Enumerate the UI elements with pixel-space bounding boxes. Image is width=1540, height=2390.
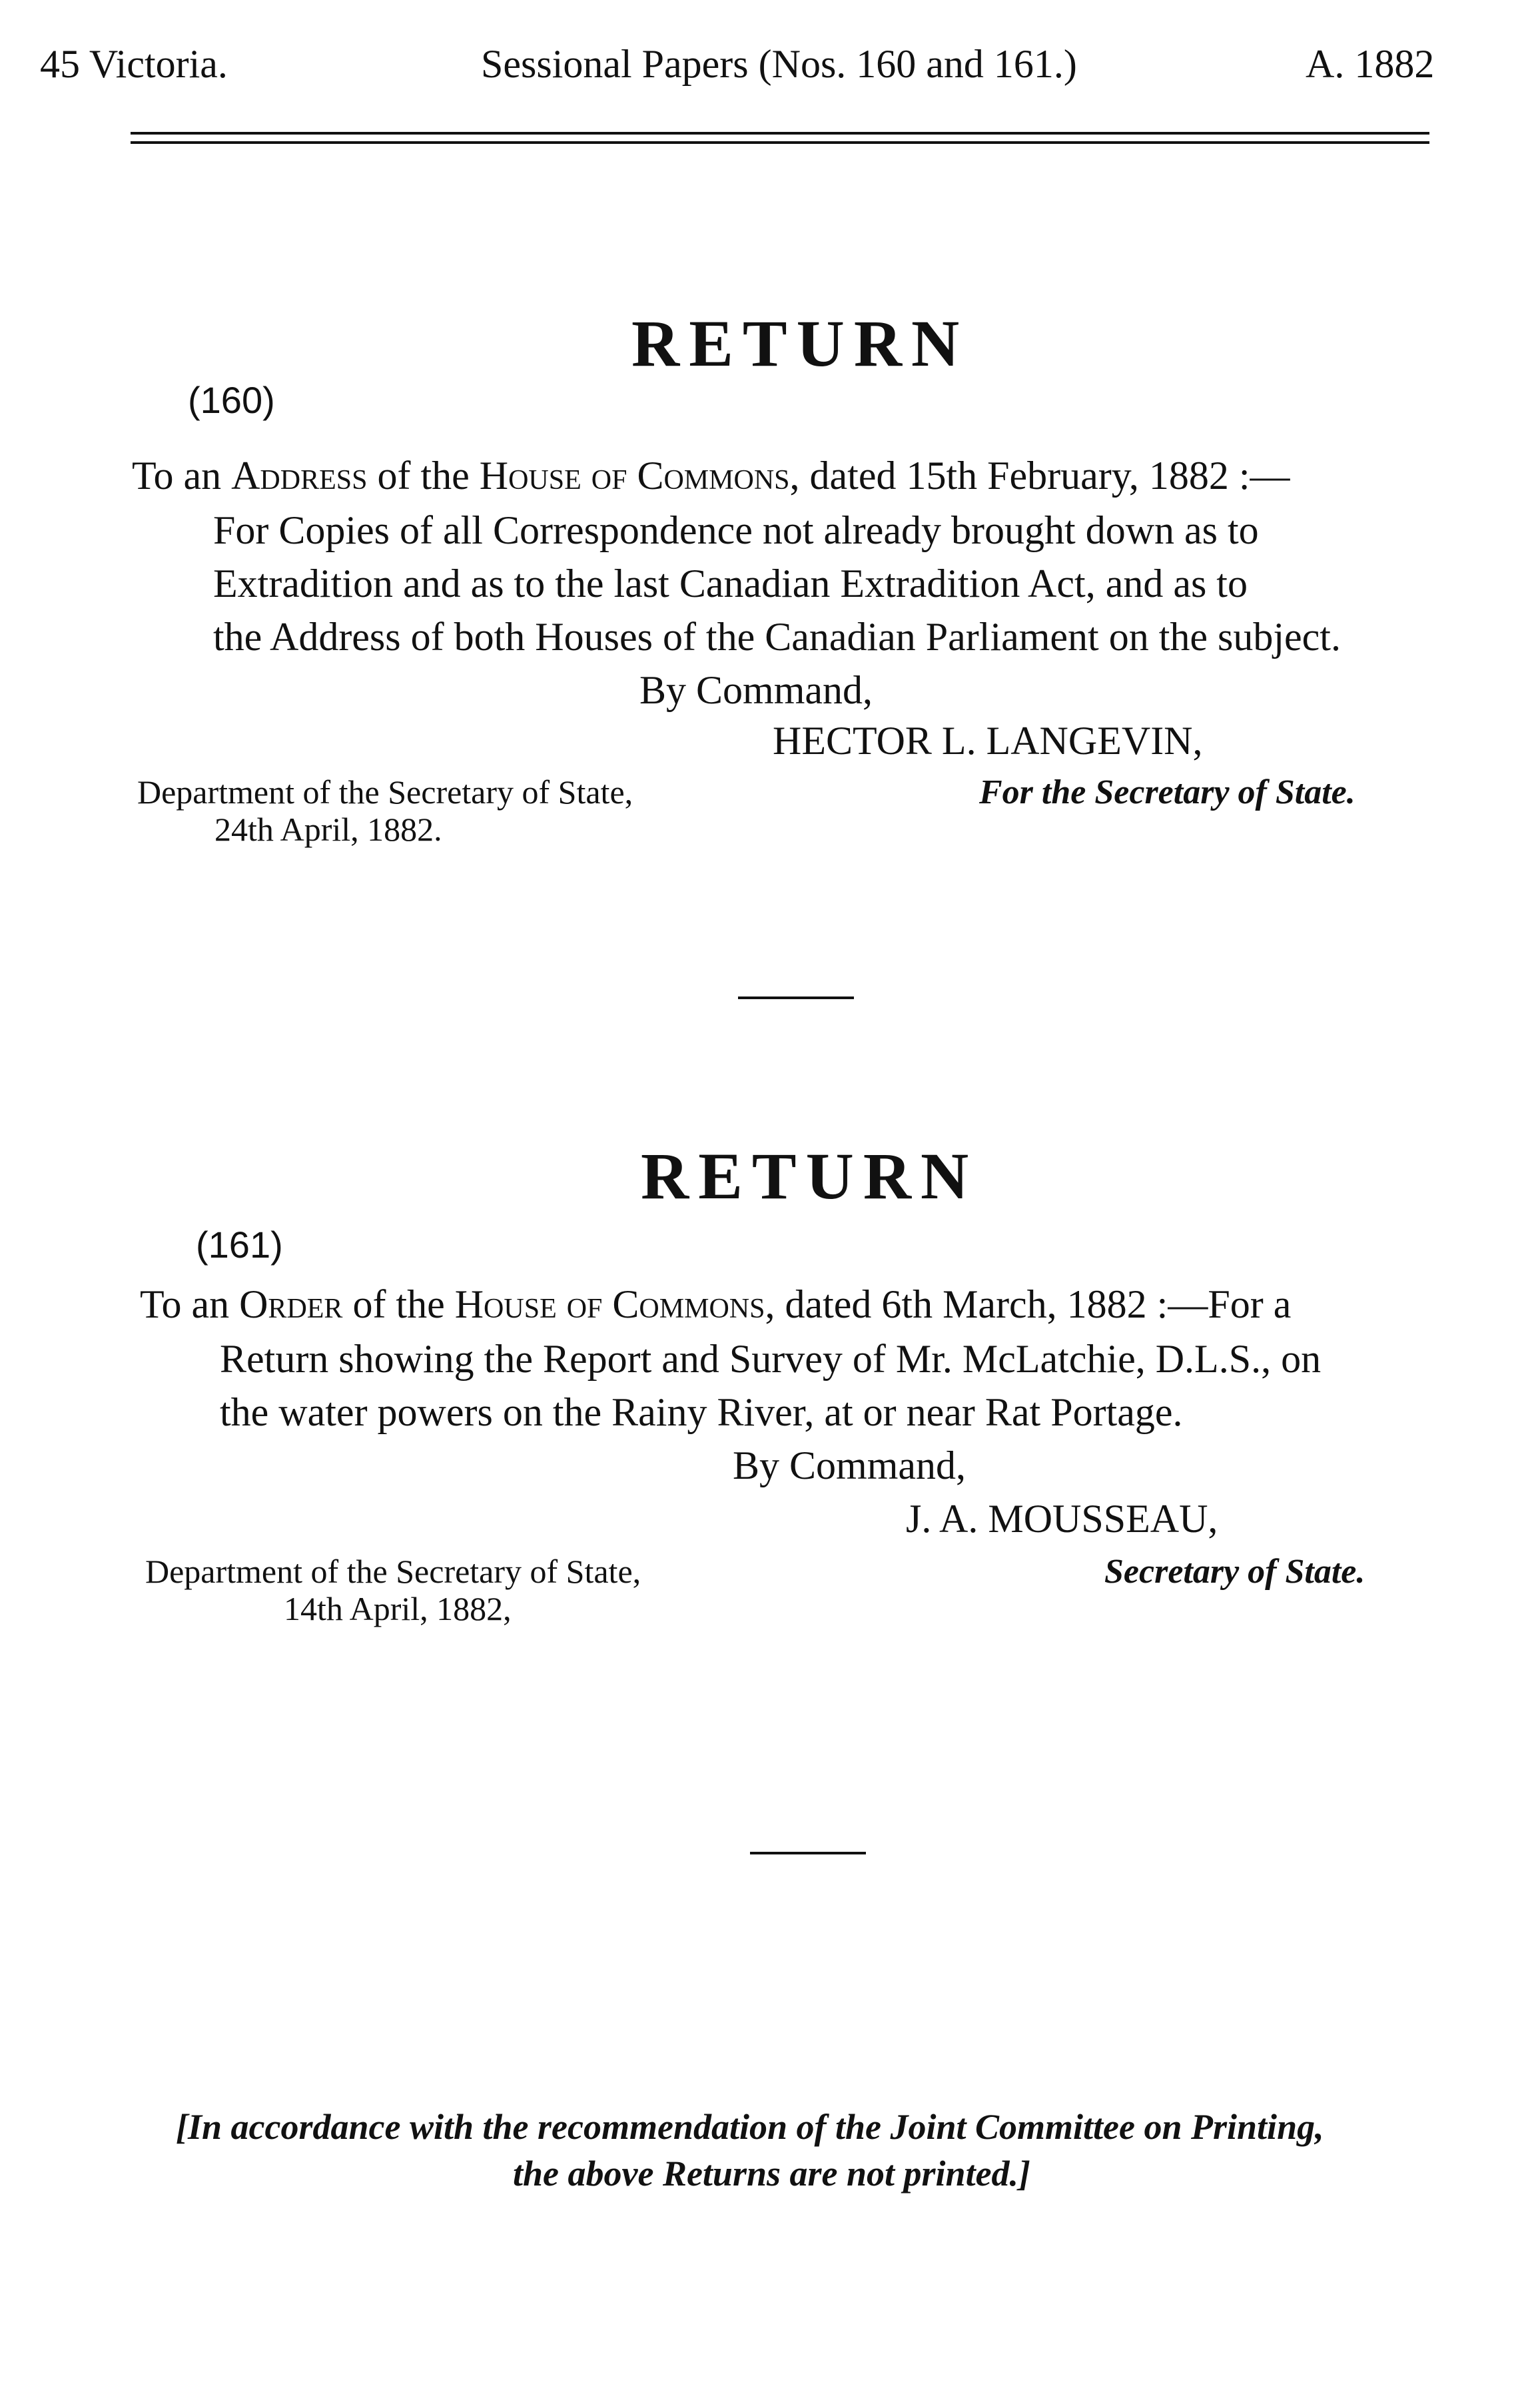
header-rule-top	[131, 132, 1429, 135]
return-161-title: RETURN	[641, 1139, 978, 1213]
return-161-number: (161)	[196, 1224, 283, 1266]
header-volume: 45 Victoria.	[40, 42, 228, 86]
printing-note-line-2: the above Returns are not printed.]	[513, 2154, 1031, 2193]
return-160-signatory: HECTOR L. LANGEVIN,	[773, 719, 1203, 763]
return-160-line-1: To an Address of the House of Commons, dated 15th February, 1882 :—	[132, 454, 1290, 498]
return-160-role: For the Secretary of State.	[979, 773, 1355, 811]
separator-1	[738, 996, 854, 999]
header-year: A. 1882	[1306, 42, 1435, 86]
return-161-signatory: J. A. MOUSSEAU,	[906, 1497, 1218, 1541]
return-161-line-2: Return showing the Report and Survey of Mr. McLatchie, D.L.S., on	[220, 1337, 1322, 1381]
header-title: Sessional Papers (Nos. 160 and 161.)	[481, 42, 1077, 86]
return-160-number: (160)	[188, 379, 275, 421]
return-160-date: 24th April, 1882.	[214, 811, 442, 848]
return-160-title: RETURN	[631, 306, 969, 380]
return-160-line-2: For Copies of all Correspondence not already brought down as to	[213, 508, 1259, 552]
return-160-by-command: By Command,	[639, 668, 873, 712]
return-161-date: 14th April, 1882,	[284, 1590, 512, 1627]
return-161-role: Secretary of State.	[1104, 1553, 1365, 1591]
return-160-department: Department of the Secretary of State,	[137, 773, 633, 811]
return-161-line-1: To an Order of the House of Commons, dated 6th March, 1882 :—For a	[140, 1282, 1292, 1326]
return-160-line-4: the Address of both Houses of the Canadian Parliament on the subject.	[213, 615, 1341, 659]
return-161-line-3: the water powers on the Rainy River, at or near Rat Portage.	[220, 1390, 1183, 1434]
return-161-by-command: By Command,	[733, 1443, 966, 1487]
header-rule-bottom	[131, 141, 1429, 144]
return-160-line-3: Extradition and as to the last Canadian Extradition Act, and as to	[213, 562, 1248, 605]
return-161-department: Department of the Secretary of State,	[145, 1553, 641, 1590]
separator-2	[750, 1852, 866, 1854]
printing-note-line-1: [In accordance with the recommendation of the Joint Committee on Printing,	[176, 2107, 1324, 2147]
